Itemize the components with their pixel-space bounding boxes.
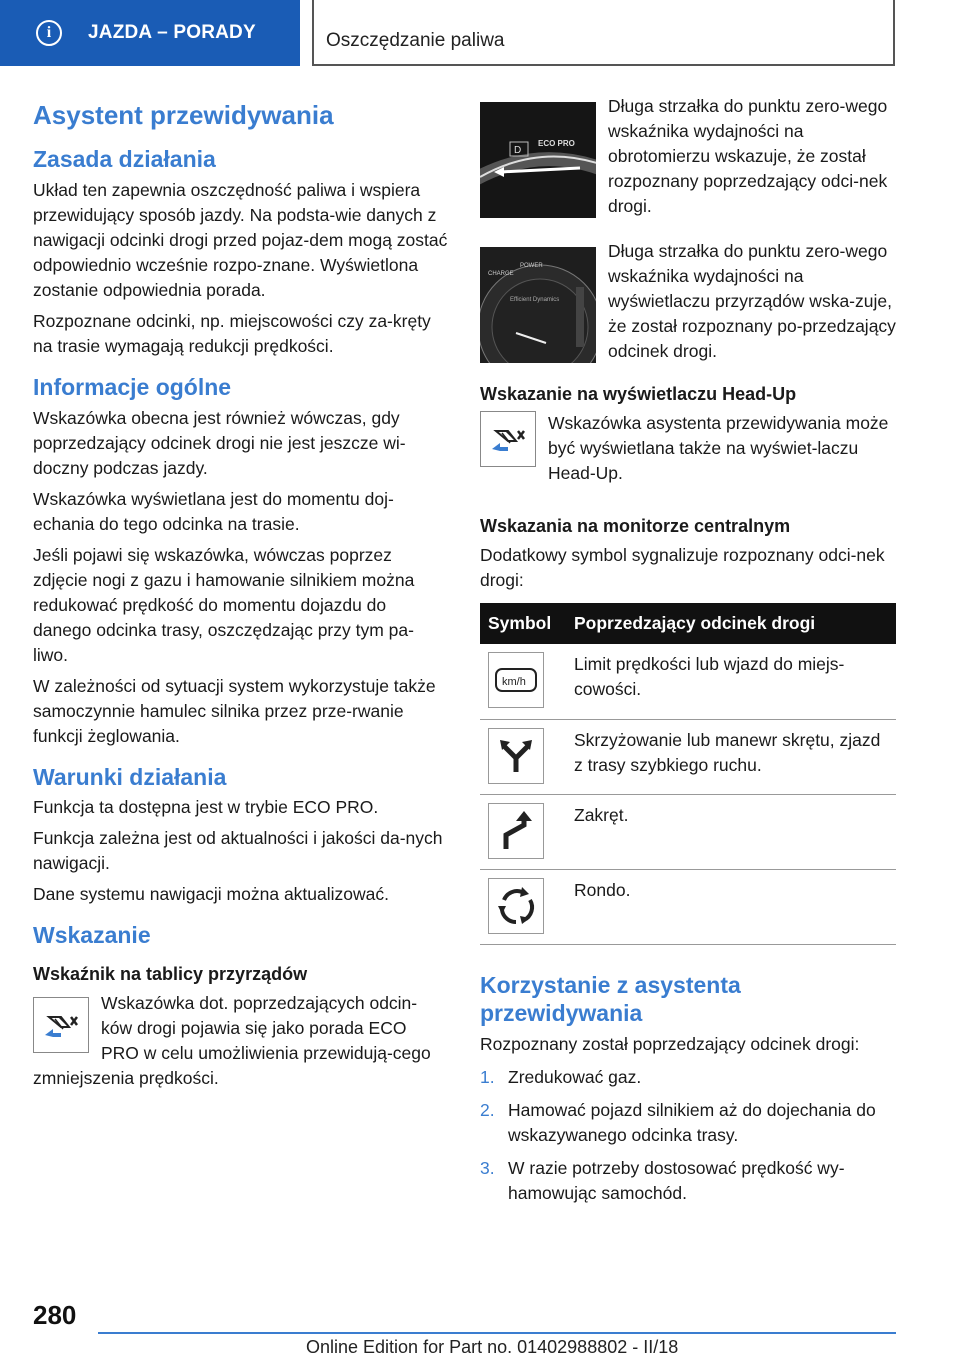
paragraph: Rozpoznany został poprzedzający odcinek drogi:	[480, 1034, 860, 1054]
header-divider	[312, 0, 314, 66]
subheading-cid: Wskazania na monitorze centralnym	[480, 516, 791, 536]
table-cell: Skrzyżowanie lub manewr skrętu, zjazd z trasy szybkiego ruchu.	[566, 719, 896, 794]
heading-wskazanie: Wskazanie	[33, 922, 151, 949]
table-row	[480, 644, 896, 719]
step-text: Zredukować gaz.	[508, 1067, 642, 1087]
table-header-section: Poprzedzający odcinek drogi	[566, 603, 896, 644]
paragraph: Funkcja zależna jest od aktualności i jakości da‐nych nawigacji.	[33, 828, 443, 874]
right-column	[480, 96, 896, 1214]
chapter-tab-label: JAZDA – PORADY	[88, 22, 256, 43]
step-text: Hamować pojazd silnikiem aż do dojechania do wskazywanego odcinka trasy.	[508, 1100, 876, 1145]
info-icon: i	[36, 20, 62, 46]
subheading-hud: Wskazanie na wyświetlaczu Head-Up	[480, 384, 797, 404]
footer-divider	[98, 1332, 896, 1334]
paragraph: Jeśli pojawi się wskazówka, wówczas poprzez zdjęcie nogi z gazu i hamowanie silnikiem można redukować prędkość do momentu dojazdu do danego odcinka trasy, oszczędzając przy tym pa‐liwo.	[33, 544, 415, 665]
header-divider-right	[893, 0, 895, 66]
page-header	[0, 0, 960, 66]
section-title: Oszczędzanie paliwa	[326, 30, 505, 51]
table-header-symbol: Symbol	[480, 603, 566, 644]
header-underline	[312, 64, 894, 66]
symbol-table	[480, 603, 896, 945]
table-cell: Limit prędkości lub wjazd do miejs‐cowości.	[566, 644, 896, 719]
paragraph: Wskazówka asystenta przewidywania może być wyświetlana także na wyświet‐laczu Head-Up.	[548, 413, 889, 483]
page-number: 280	[33, 1300, 77, 1330]
instrument-display-image	[480, 247, 596, 363]
paragraph: Długa strzałka do punktu zero‐wego wskaźnika wydajności na obrotomierzu wskazuje, że został rozpoznany poprzedzający odci‐nek drogi.	[608, 96, 888, 216]
heading-korzystanie: Korzystanie z asystenta przewidywania	[480, 971, 741, 1027]
table-row	[480, 869, 896, 944]
step-number: 3.	[480, 1158, 495, 1178]
step-number: 1.	[480, 1067, 495, 1087]
edition-text: Online Edition for Part no. 01402988802 - II/18	[306, 1337, 679, 1357]
speed-limit-icon	[488, 652, 544, 708]
eco-pro-label: ECO PRO	[538, 139, 575, 148]
step-text: W razie potrzeby dostosować prędkość wy‐hamowując samochód.	[508, 1158, 845, 1203]
efficient-dynamics-label: Efficient Dynamics	[510, 297, 560, 303]
charge-label: CHARGE	[488, 271, 514, 277]
paragraph: W zależności od sytuacji system wykorzystuje także samoczynnie hamulec silnika przez prze‐rwanie funkcji żeglowania.	[33, 675, 436, 746]
table-row	[480, 794, 896, 869]
tachometer-image	[480, 102, 596, 218]
power-label: POWER	[520, 263, 543, 269]
table-cell: Zakręt.	[566, 794, 896, 869]
left-column	[33, 100, 448, 1097]
heading-informacje: Informacje ogólne	[33, 373, 232, 400]
page-title: Asystent przewidywania	[33, 100, 334, 130]
paragraph: Rozpoznane odcinki, np. miejscowości czy za‐kręty na trasie wymagają redukcji prędkości.	[33, 310, 431, 356]
curve-icon	[488, 803, 544, 859]
table-row	[480, 719, 896, 794]
heading-warunki: Warunki działania	[33, 763, 227, 790]
table-cell: Rondo.	[566, 869, 896, 944]
paragraph: Układ ten zapewnia oszczędność paliwa i wspiera przewidujący sposób jazdy. Na podsta‐wie danych z nawigacji odcinki drogi przed pojaz‐dem mogą zostać odpowiednio wcześnie rozpo‐znane. Wyświetlona zostanie odpowiednia porada.	[33, 179, 448, 300]
subheading-tablica: Wskaźnik na tablicy przyrządów	[33, 964, 308, 985]
list-item	[480, 1065, 896, 1090]
eco-hint-hud-icon	[480, 411, 536, 467]
paragraph: Wskazówka obecna jest również wówczas, gdy poprzedzający odcinek drogi nie jest jeszcze wi‐doczny podczas jazdy.	[33, 407, 406, 478]
km-unit-label: km/h	[502, 676, 526, 688]
list-item	[480, 1098, 896, 1148]
paragraph: Długa strzałka do punktu zero‐wego wskaźnika wydajności na wyświetlaczu przyrządów wska‐zuje, że został rozpoznany po‐przedzający odcinek drogi.	[608, 241, 896, 361]
list-item	[480, 1156, 896, 1206]
junction-icon	[488, 728, 544, 784]
paragraph: Wskazówka dot. poprzedzających odcin‐ków drogi pojawia się jako porada ECO PRO w celu umożliwienia przewidują‐cego zmniejszenia prędkości.	[33, 993, 431, 1089]
paragraph: Dodatkowy symbol sygnalizuje rozpoznany odci‐nek drogi:	[480, 545, 885, 590]
roundabout-icon	[488, 878, 544, 934]
heading-zasada: Zasada działania	[33, 146, 216, 173]
paragraph: Wskazówka wyświetlana jest do momentu doj‐echania do tego odcinka na trasie.	[33, 488, 394, 534]
step-number: 2.	[480, 1100, 495, 1120]
eco-hint-icon	[33, 997, 89, 1053]
paragraph: Dane systemu nawigacji można aktualizować.	[33, 884, 389, 905]
gear-label: D	[514, 145, 522, 156]
paragraph: Funkcja ta dostępna jest w trybie ECO PRO.	[33, 797, 379, 818]
steps-list	[480, 1065, 896, 1206]
chapter-tab[interactable]	[0, 0, 300, 66]
